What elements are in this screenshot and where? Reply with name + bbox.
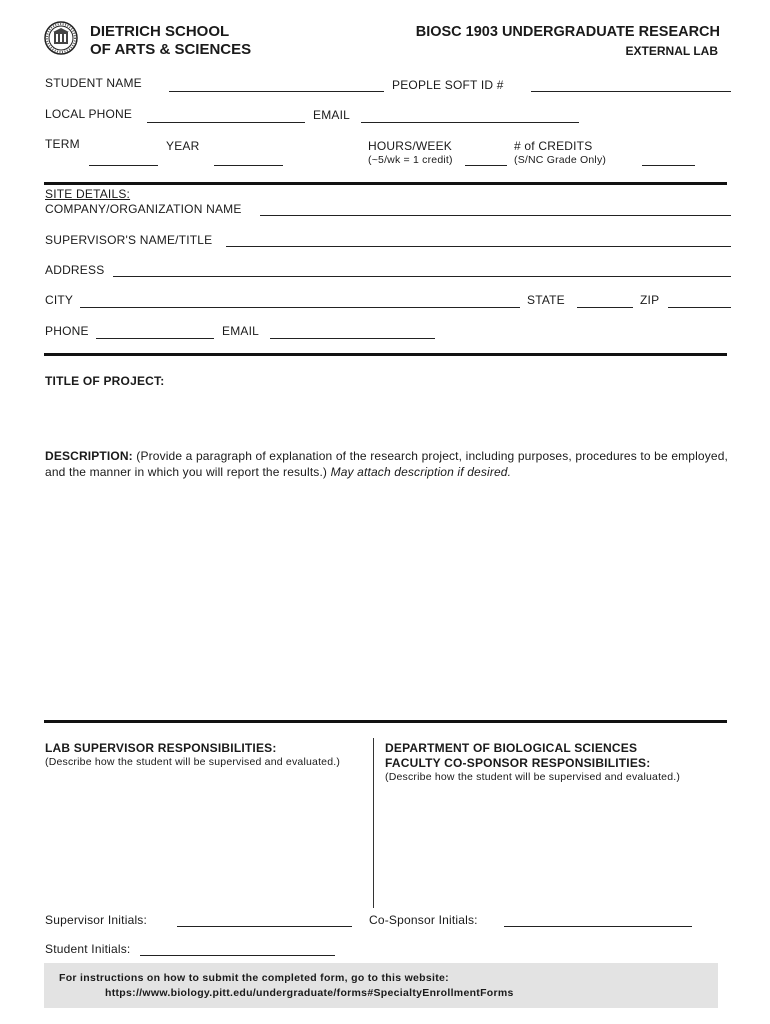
column-divider xyxy=(373,738,374,908)
state-field[interactable] xyxy=(577,307,633,308)
credits-label: # of CREDITS xyxy=(514,139,593,153)
lab-supervisor-heading: LAB SUPERVISOR RESPONSIBILITIES: xyxy=(45,741,277,755)
school-name-line2: OF ARTS & SCIENCES xyxy=(90,41,252,58)
description-italic-note: May attach description if desired. xyxy=(330,465,512,479)
year-label: YEAR xyxy=(166,139,200,153)
site-email-label: EMAIL xyxy=(222,324,260,338)
co-sponsor-area[interactable] xyxy=(385,787,725,905)
student-name-label: STUDENT NAME xyxy=(45,76,142,90)
credits-note: (S/NC Grade Only) xyxy=(514,154,607,166)
description-label: DESCRIPTION: xyxy=(45,449,133,463)
supervisor-initials-label: Supervisor Initials: xyxy=(45,913,148,927)
description-instructions xyxy=(45,448,735,480)
address-field[interactable] xyxy=(113,276,731,277)
university-seal-icon xyxy=(44,21,78,55)
section-divider-3 xyxy=(44,720,727,723)
description-area[interactable] xyxy=(45,485,727,715)
section-divider-2 xyxy=(44,353,727,356)
zip-label: ZIP xyxy=(640,293,660,307)
site-details-heading: SITE DETAILS: xyxy=(45,187,131,201)
description-text: (Provide a paragraph of explanation of the research project, including purposes, procedures to be employed, and the manner in which you will report the results.) xyxy=(45,449,729,479)
hours-week-label: HOURS/WEEK xyxy=(368,139,453,153)
student-email-field[interactable] xyxy=(361,122,579,123)
instructions-text: For instructions on how to submit the completed form, go to this website: xyxy=(59,972,449,984)
supervisor-name-label: SUPERVISOR'S NAME/TITLE xyxy=(45,233,213,247)
city-field[interactable] xyxy=(80,307,520,308)
state-label: STATE xyxy=(527,293,565,307)
site-phone-field[interactable] xyxy=(96,338,214,339)
term-field[interactable] xyxy=(89,165,158,166)
hours-week-note: (~5/wk = 1 credit) xyxy=(368,154,453,166)
peoplesoft-id-label: PEOPLE SOFT ID # xyxy=(392,78,504,92)
peoplesoft-id-field[interactable] xyxy=(531,91,731,92)
form-subtitle: EXTERNAL LAB xyxy=(625,44,718,58)
form-title: BIOSC 1903 UNDERGRADUATE RESEARCH xyxy=(415,24,720,40)
credits-field[interactable] xyxy=(642,165,695,166)
company-label: COMPANY/ORGANIZATION NAME xyxy=(45,202,242,216)
student-email-label: EMAIL xyxy=(313,108,351,122)
site-phone-label: PHONE xyxy=(45,324,89,338)
hours-week-field[interactable] xyxy=(465,165,507,166)
student-initials-label: Student Initials: xyxy=(45,942,131,956)
instructions-url[interactable]: https://www.biology.pitt.edu/undergraduate/forms#SpecialtyEnrollmentForms xyxy=(105,987,514,999)
school-name-line1: DIETRICH SCHOOL xyxy=(90,23,230,40)
project-title-label: TITLE OF PROJECT: xyxy=(45,374,165,388)
student-initials-field[interactable] xyxy=(140,955,335,956)
site-email-field[interactable] xyxy=(270,338,435,339)
local-phone-field[interactable] xyxy=(147,122,305,123)
lab-supervisor-note: (Describe how the student will be supervised and evaluated.) xyxy=(45,756,341,768)
cosponsor-initials-field[interactable] xyxy=(504,926,692,927)
dept-heading-line1: DEPARTMENT OF BIOLOGICAL SCIENCES xyxy=(385,741,638,755)
project-title-area[interactable] xyxy=(45,392,727,444)
cosponsor-initials-label: Co-Sponsor Initials: xyxy=(369,913,478,927)
section-divider-1 xyxy=(44,182,727,185)
zip-field[interactable] xyxy=(668,307,731,308)
city-label: CITY xyxy=(45,293,74,307)
student-name-field[interactable] xyxy=(169,91,384,92)
supervisor-initials-field[interactable] xyxy=(177,926,352,927)
dept-note: (Describe how the student will be supervised and evaluated.) xyxy=(385,771,681,783)
term-label: TERM xyxy=(45,137,80,151)
supervisor-name-field[interactable] xyxy=(226,246,731,247)
year-field[interactable] xyxy=(214,165,283,166)
lab-supervisor-area[interactable] xyxy=(45,772,370,904)
local-phone-label: LOCAL PHONE xyxy=(45,107,133,121)
company-field[interactable] xyxy=(260,215,731,216)
instructions-box xyxy=(44,963,718,1008)
dept-heading-line2: FACULTY CO-SPONSOR RESPONSIBILITIES: xyxy=(385,756,651,770)
address-label: ADDRESS xyxy=(45,263,105,277)
